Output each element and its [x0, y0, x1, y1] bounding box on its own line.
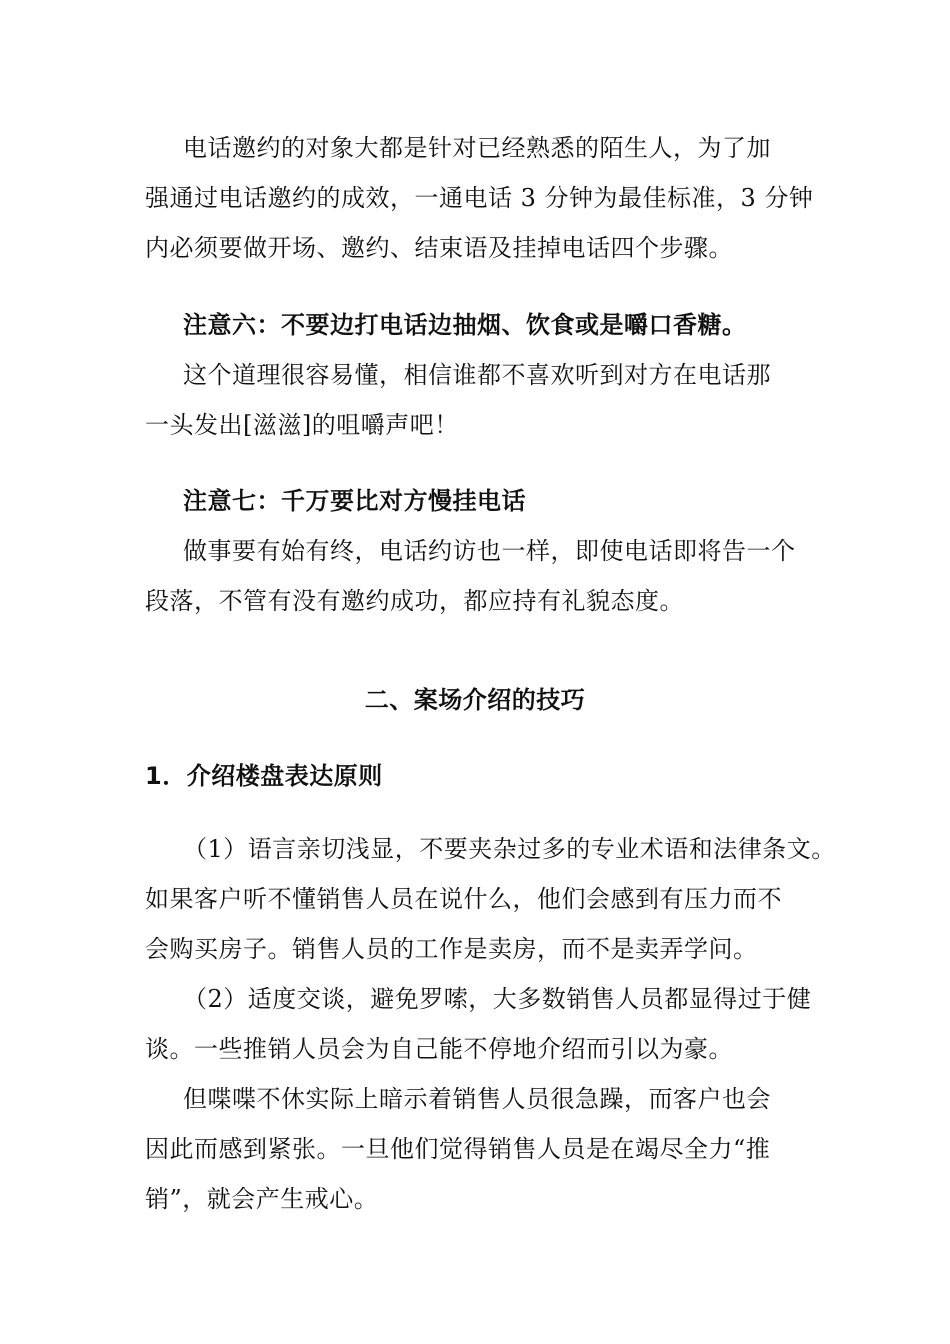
paragraph1-line1: 电话邀约的对象大都是针对已经熟悉的陌生人，为了加 — [183, 134, 771, 162]
section-subtitle: 1．介绍楼盘表达原则 — [145, 762, 383, 790]
note7-heading: 注意七：千万要比对方慢挂电话 — [183, 487, 526, 515]
point2-line2: 谈。一些推销人员会为自己能不停地介绍而引以为豪。 — [145, 1035, 733, 1063]
note6-line1: 这个道理很容易懂，相信谁都不喜欢听到对方在电话那 — [183, 361, 771, 389]
last-paragraph-line1: 但喋喋不休实际上暗示着销售人员很急躁，而客户也会 — [183, 1085, 771, 1113]
note7-line1: 做事要有始有终，电话约访也一样，即使电话即将告一个 — [183, 537, 796, 565]
note6-heading: 注意六：不要边打电话边抽烟、饮食或是嚼口香糖。 — [183, 311, 747, 339]
note6-line2: 一头发出[滋滋]的咀嚼声吧！ — [145, 411, 459, 439]
paragraph1-line2: 强通过电话邀约的成效，一通电话 3 分钟为最佳标准，3 分钟 — [145, 184, 814, 212]
note7-line2: 段落，不管有没有邀约成功，都应持有礼貌态度。 — [145, 587, 684, 615]
point1-line1: （1）语言亲切浅显，不要夹杂过多的专业术语和法律条文。 — [183, 835, 836, 863]
last-paragraph-line2: 因此而感到紧张。一旦他们觉得销售人员是在竭尽全力“推 — [145, 1135, 771, 1163]
point2-line1: （2）适度交谈，避免罗嗦，大多数销售人员都显得过于健 — [183, 985, 812, 1013]
point1-line2: 如果客户听不懂销售人员在说什么，他们会感到有压力而不 — [145, 885, 782, 913]
point1-line3: 会购买房子。销售人员的工作是卖房，而不是卖弄学问。 — [145, 935, 758, 963]
last-paragraph-line3: 销”，就会产生戒心。 — [145, 1185, 379, 1213]
paragraph1-line3: 内必须要做开场、邀约、结束语及挂掉电话四个步骤。 — [145, 234, 733, 262]
section-title: 二、案场介绍的技巧 — [364, 686, 586, 714]
